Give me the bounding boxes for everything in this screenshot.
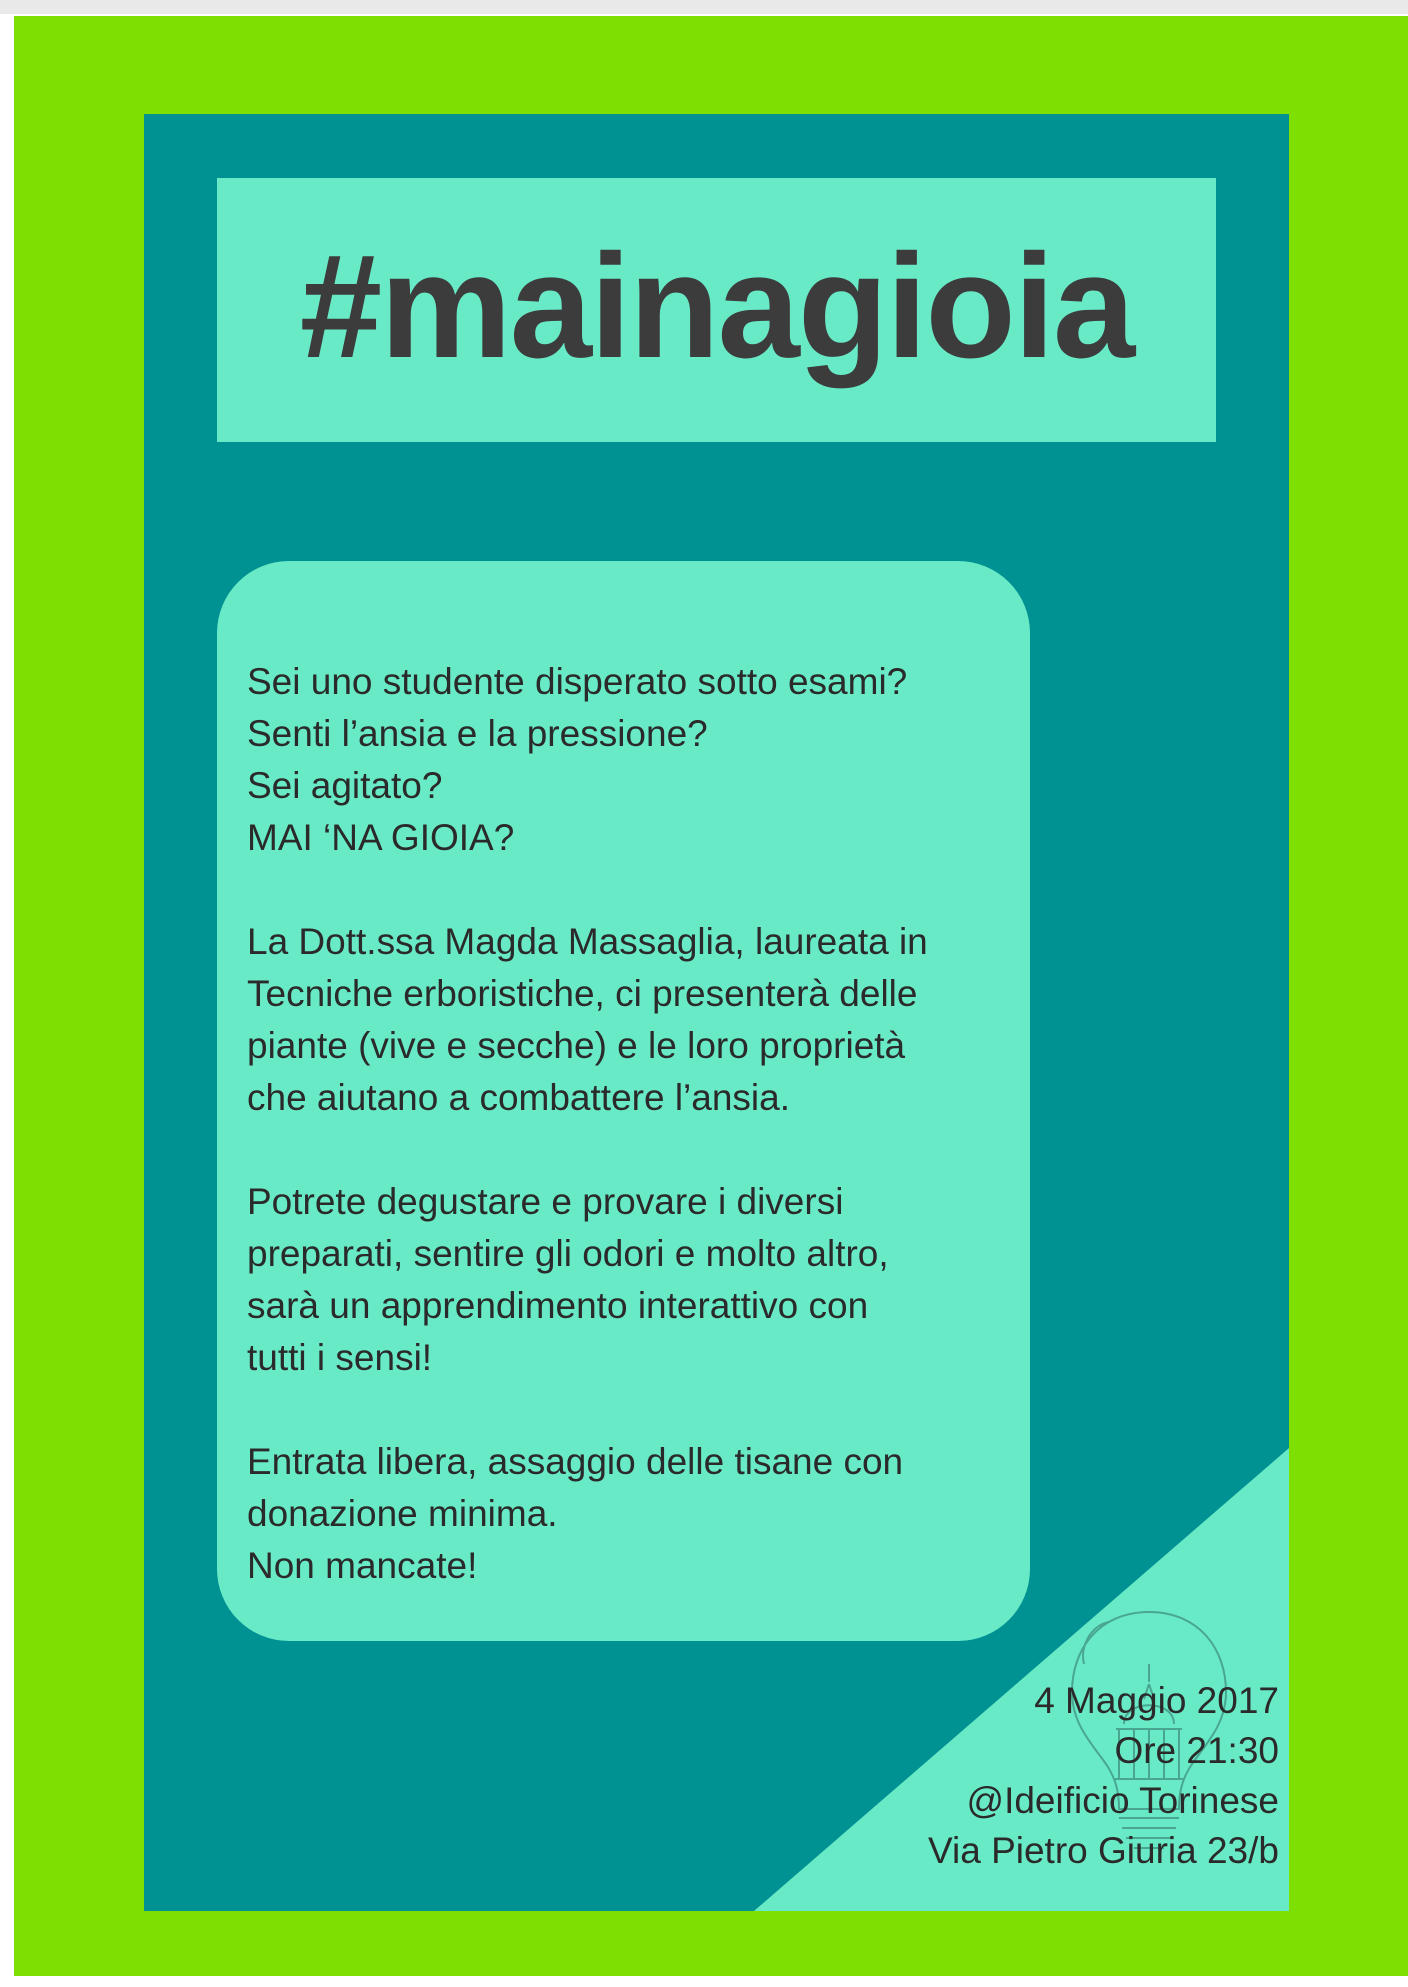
poster-panel bbox=[144, 114, 1289, 1911]
top-strip bbox=[0, 0, 1408, 14]
text-line: La Dott.ssa Magda Massaglia, laureata in bbox=[247, 921, 928, 962]
text-line: preparati, sentire gli odori e molto altro, bbox=[247, 1233, 889, 1274]
description-text bbox=[247, 656, 1017, 1592]
text-line: MAI ‘NA GIOIA? bbox=[247, 817, 515, 858]
paragraph-activities bbox=[247, 1176, 1017, 1384]
text-line: donazione minima. bbox=[247, 1493, 558, 1534]
text-line: sarà un apprendimento interattivo con bbox=[247, 1285, 869, 1326]
text-line: Senti l’ansia e la pressione? bbox=[247, 713, 708, 754]
paragraph-entry bbox=[247, 1436, 1017, 1592]
event-venue: @Ideificio Torinese bbox=[966, 1780, 1279, 1821]
poster-frame bbox=[14, 16, 1408, 1976]
event-time: Ore 21:30 bbox=[1114, 1730, 1279, 1771]
text-line: Tecniche erboristiche, ci presenterà delle bbox=[247, 973, 918, 1014]
title-banner bbox=[217, 178, 1216, 442]
paragraph-speaker bbox=[247, 916, 1017, 1124]
text-line: tutti i sensi! bbox=[247, 1337, 433, 1378]
text-line: piante (vive e secche) e le loro proprietà bbox=[247, 1025, 906, 1066]
poster-title: #mainagioia bbox=[299, 224, 1134, 389]
text-line: Potrete degustare e provare i diversi bbox=[247, 1181, 844, 1222]
paragraph-questions bbox=[247, 656, 1017, 864]
text-line: che aiutano a combattere l’ansia. bbox=[247, 1077, 791, 1118]
text-line: Entrata libera, assaggio delle tisane con bbox=[247, 1441, 904, 1482]
event-details bbox=[928, 1676, 1279, 1876]
text-line: Non mancate! bbox=[247, 1545, 478, 1586]
text-line: Sei agitato? bbox=[247, 765, 443, 806]
event-address: Via Pietro Giuria 23/b bbox=[927, 1830, 1279, 1871]
description-card bbox=[217, 561, 1030, 1641]
event-date: 4 Maggio 2017 bbox=[1034, 1680, 1279, 1721]
text-line: Sei uno studente disperato sotto esami? bbox=[247, 661, 908, 702]
